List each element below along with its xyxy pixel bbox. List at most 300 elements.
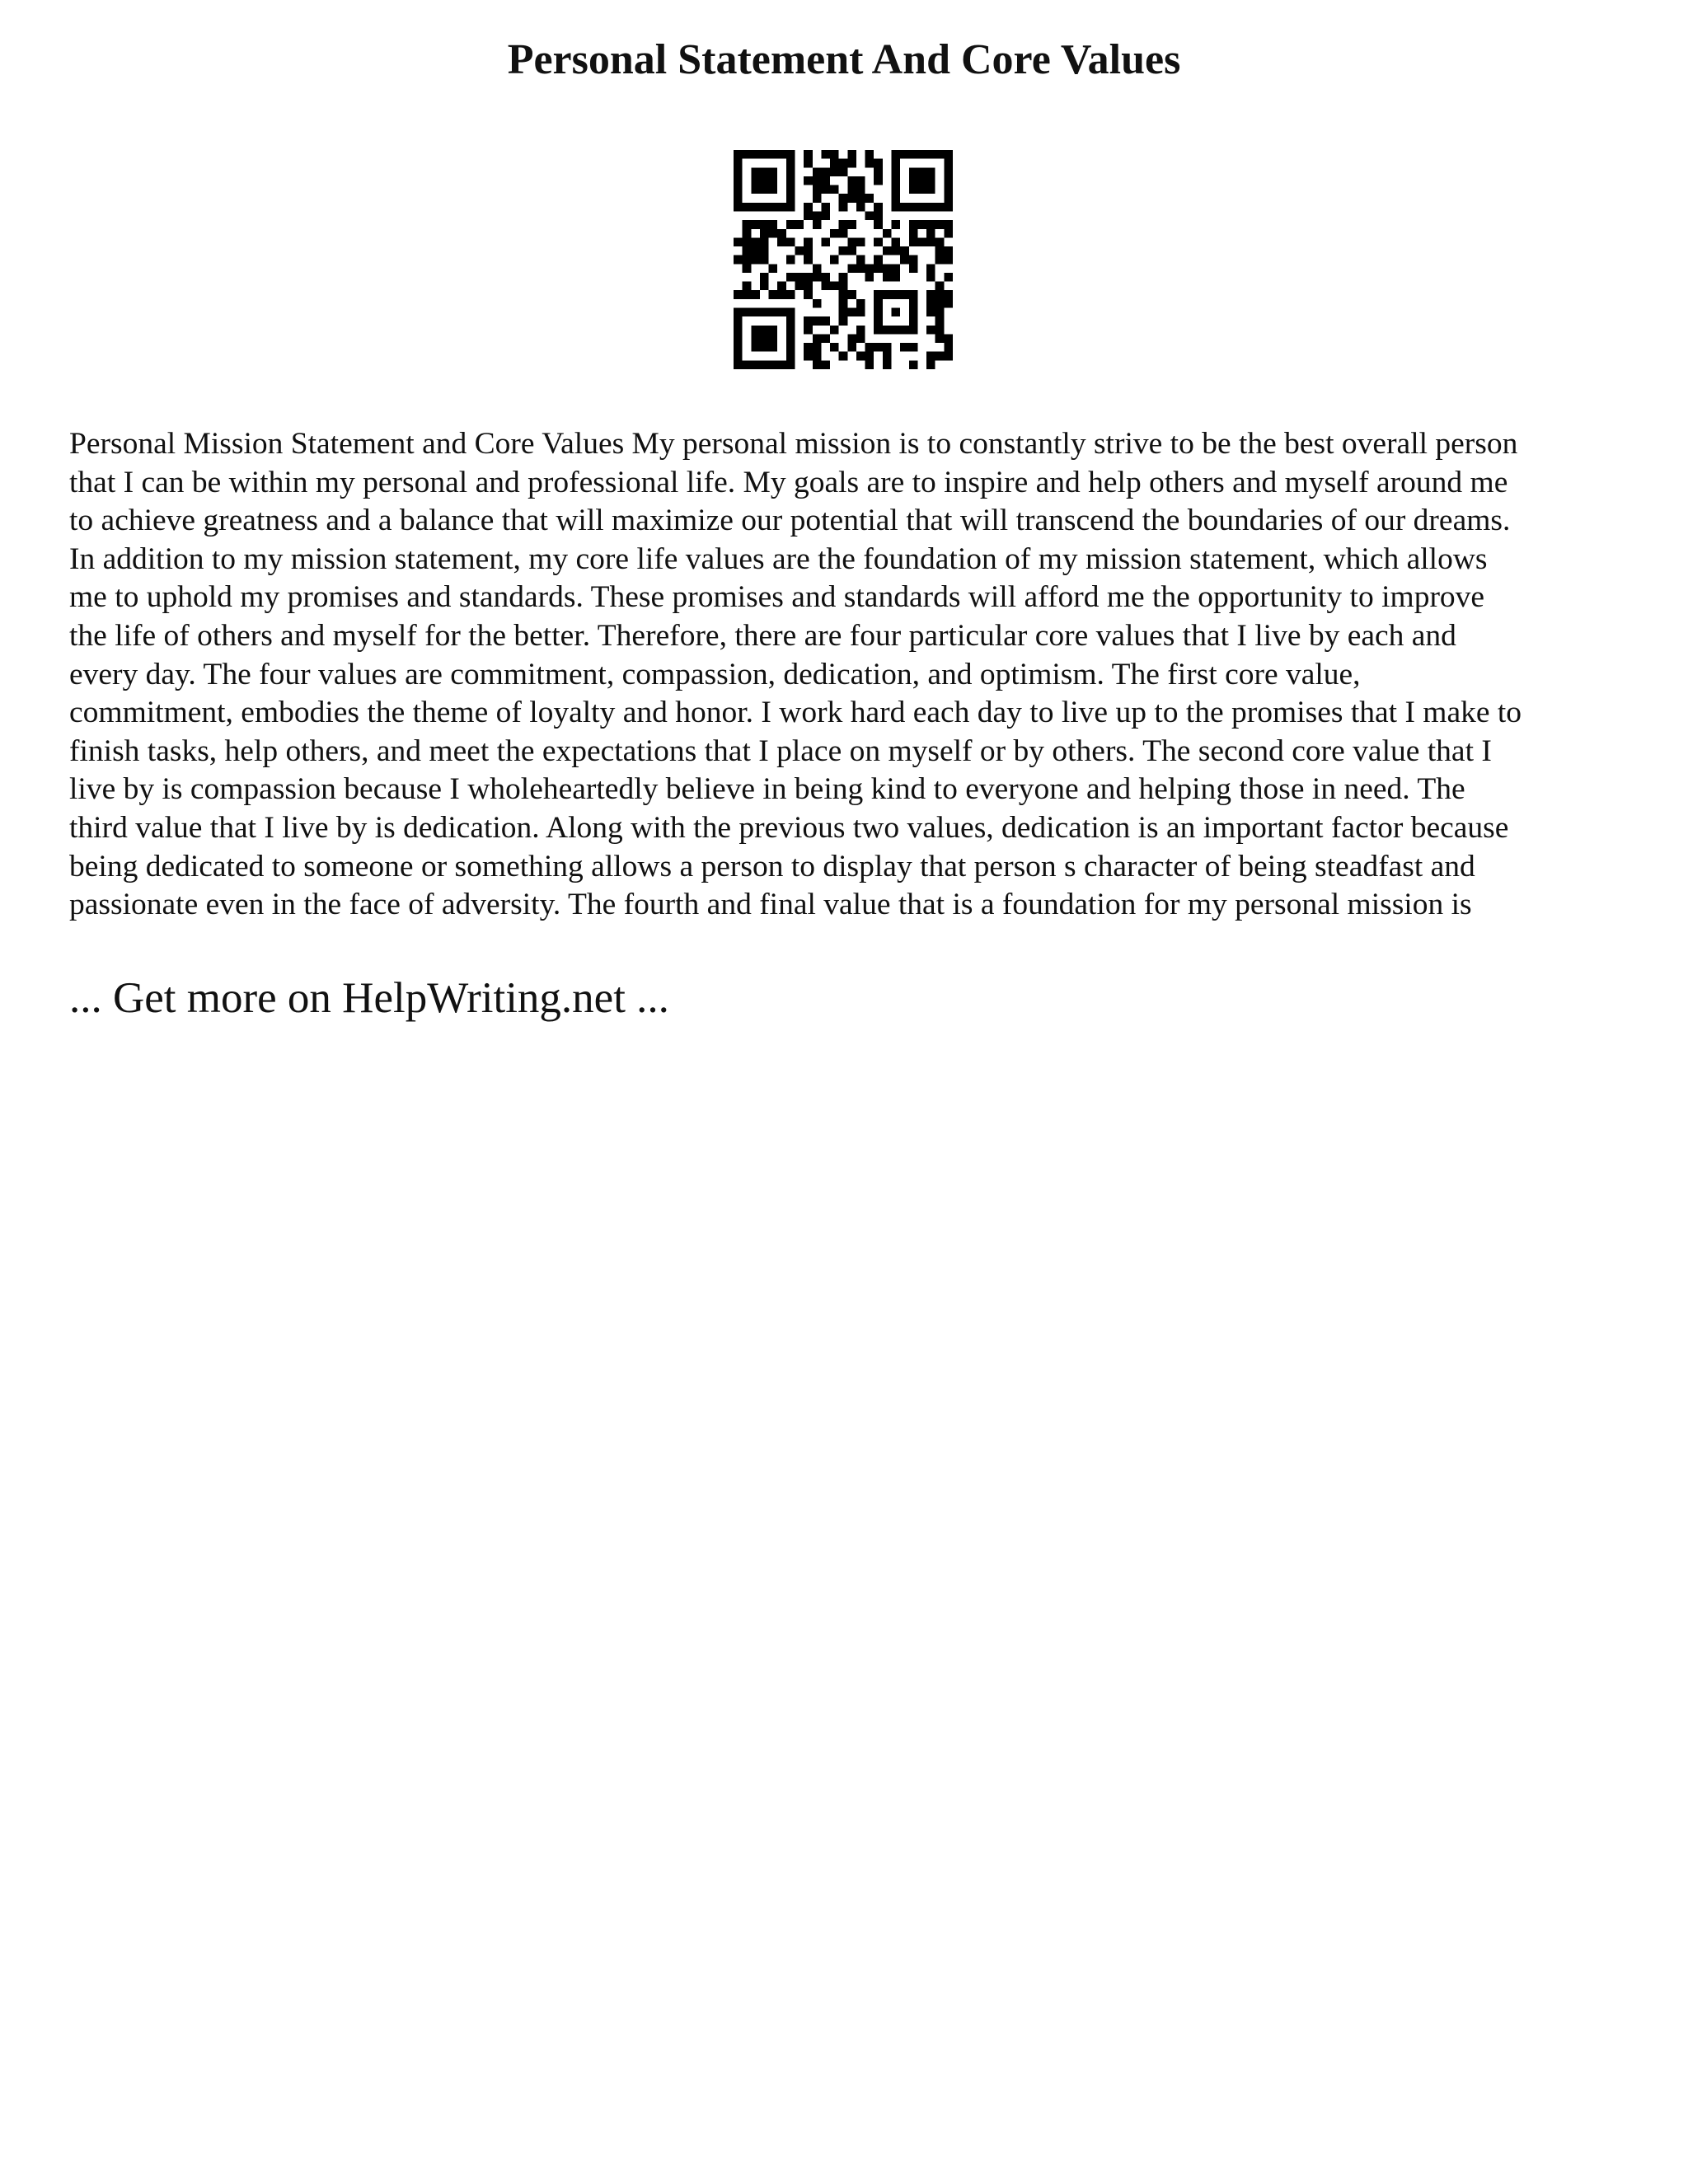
qr-module <box>786 185 795 194</box>
qr-module <box>734 343 743 352</box>
qr-module <box>847 343 856 352</box>
body-line: In addition to my mission statement, my core life values are the foundation of my mission statement, which allows <box>69 541 1488 576</box>
qr-module <box>874 237 883 246</box>
qr-module <box>839 229 848 238</box>
qr-module <box>909 237 918 246</box>
qr-module <box>769 264 778 273</box>
qr-module <box>892 290 901 299</box>
qr-module <box>760 220 769 229</box>
qr-module <box>769 185 778 194</box>
qr-module <box>909 203 918 212</box>
qr-module <box>935 326 945 335</box>
qr-module <box>743 237 752 246</box>
qr-module <box>847 290 856 299</box>
qr-module <box>795 220 804 229</box>
qr-module <box>865 150 874 159</box>
body-line: being dedicated to someone or something allows a person to display that person s character of being steadfast and <box>69 849 1475 883</box>
qr-module <box>926 176 935 185</box>
qr-module <box>892 167 901 176</box>
qr-module <box>777 308 786 317</box>
qr-module <box>900 255 909 265</box>
qr-module <box>847 246 856 255</box>
qr-module <box>900 150 909 159</box>
qr-module <box>926 326 935 335</box>
qr-module <box>804 352 813 361</box>
qr-module <box>751 150 760 159</box>
qr-module <box>917 237 926 246</box>
qr-module <box>909 229 918 238</box>
qr-module <box>865 194 874 203</box>
qr-module <box>900 326 909 335</box>
qr-module <box>909 326 918 335</box>
qr-module <box>944 167 953 176</box>
qr-module <box>926 352 935 361</box>
qr-module <box>769 290 778 299</box>
qr-module <box>865 273 874 282</box>
qr-module <box>909 176 918 185</box>
qr-module <box>883 229 892 238</box>
qr-module <box>777 229 786 238</box>
qr-module <box>900 203 909 212</box>
qr-module <box>786 176 795 185</box>
qr-module <box>734 326 743 335</box>
qr-module <box>821 150 830 159</box>
qr-module <box>944 229 953 238</box>
qr-module <box>839 282 848 291</box>
qr-module <box>786 334 795 343</box>
body-line: commitment, embodies the theme of loyalty and honor. I work hard each day to live up to the promises that I make to <box>69 696 1522 730</box>
qr-module <box>751 237 760 246</box>
qr-module <box>734 334 743 343</box>
qr-module <box>804 203 813 212</box>
qr-module <box>769 326 778 335</box>
qr-module <box>734 203 743 212</box>
qr-module <box>804 343 813 352</box>
qr-module <box>821 282 830 291</box>
qr-module <box>856 176 865 185</box>
qr-module <box>874 220 883 229</box>
qr-module <box>892 220 901 229</box>
qr-module <box>813 273 822 282</box>
qr-module <box>917 220 926 229</box>
qr-module <box>874 316 883 326</box>
qr-module <box>856 264 865 273</box>
qr-module <box>909 255 918 265</box>
qr-module <box>839 220 848 229</box>
qr-module <box>909 343 918 352</box>
qr-module <box>804 246 813 255</box>
qr-module <box>795 273 804 282</box>
qr-module <box>760 326 769 335</box>
qr-module <box>865 343 874 352</box>
qr-module <box>804 150 813 159</box>
qr-module <box>786 159 795 168</box>
qr-module <box>786 220 795 229</box>
qr-module <box>926 360 935 369</box>
qr-module <box>909 264 918 273</box>
qr-module <box>786 343 795 352</box>
qr-module <box>830 255 839 265</box>
qr-module <box>847 264 856 273</box>
qr-module <box>751 326 760 335</box>
qr-module <box>760 343 769 352</box>
qr-module <box>734 352 743 361</box>
qr-module <box>865 159 874 168</box>
qr-module <box>917 167 926 176</box>
qr-module <box>821 167 830 176</box>
body-line: every day. The four values are commitment, compassion, dedication, and optimism. The first core value, <box>69 657 1361 691</box>
qr-module <box>830 229 839 238</box>
qr-module <box>926 220 935 229</box>
qr-module <box>751 290 760 299</box>
qr-module <box>839 194 848 203</box>
qr-module <box>892 308 901 317</box>
qr-module <box>813 194 822 203</box>
qr-module <box>926 167 935 176</box>
qr-module <box>935 246 945 255</box>
qr-module <box>909 360 918 369</box>
qr-module <box>777 282 786 291</box>
qr-module <box>856 237 865 246</box>
qr-module <box>909 316 918 326</box>
qr-module <box>760 273 769 282</box>
qr-module <box>909 220 918 229</box>
qr-module <box>769 229 778 238</box>
qr-module <box>944 343 953 352</box>
qr-module <box>874 264 883 273</box>
qr-module <box>909 308 918 317</box>
body-line: third value that I live by is dedication. Along with the previous two values, dedication is an important factor because <box>69 810 1509 845</box>
qr-module <box>751 343 760 352</box>
qr-module <box>813 299 822 308</box>
qr-module <box>821 211 830 220</box>
qr-module <box>935 334 945 343</box>
qr-module <box>874 211 883 220</box>
qr-module <box>813 185 822 194</box>
qr-module <box>786 237 795 246</box>
qr-module <box>760 308 769 317</box>
qr-module <box>892 194 901 203</box>
qr-module <box>926 264 935 273</box>
qr-module <box>821 237 830 246</box>
qr-module <box>839 352 848 361</box>
get-more-link[interactable]: ... Get more on HelpWriting.net ... <box>69 974 669 1022</box>
qr-module <box>786 290 795 299</box>
qr-module <box>734 185 743 194</box>
qr-module <box>926 203 935 212</box>
qr-module <box>786 194 795 203</box>
qr-module <box>900 246 909 255</box>
qr-module <box>944 273 953 282</box>
qr-module <box>874 326 883 335</box>
body-line: that I can be within my personal and professional life. My goals are to inspire and help others and myself around me <box>69 465 1508 499</box>
qr-module <box>804 255 813 265</box>
qr-module <box>786 273 795 282</box>
qr-module <box>743 246 752 255</box>
qr-module <box>892 237 901 246</box>
qr-module <box>813 343 822 352</box>
qr-module <box>804 282 813 291</box>
qr-module <box>734 255 743 265</box>
qr-module <box>804 273 813 282</box>
qr-module <box>751 167 760 176</box>
qr-module <box>839 316 848 326</box>
qr-module <box>751 176 760 185</box>
qr-module <box>751 308 760 317</box>
qr-module <box>883 264 892 273</box>
qr-module <box>786 203 795 212</box>
qr-module <box>847 150 856 159</box>
qr-module <box>856 255 865 265</box>
qr-module <box>813 264 822 273</box>
qr-module <box>926 308 935 317</box>
qr-module <box>830 150 839 159</box>
qr-module <box>865 360 874 369</box>
qr-module <box>804 326 813 335</box>
qr-module <box>944 150 953 159</box>
qr-module <box>883 343 892 352</box>
qr-module <box>751 220 760 229</box>
qr-module <box>856 185 865 194</box>
qr-module <box>760 176 769 185</box>
qr-module <box>839 273 848 282</box>
qr-module <box>892 246 901 255</box>
qr-module <box>874 159 883 168</box>
qr-module <box>769 203 778 212</box>
qr-module <box>883 273 892 282</box>
qr-module <box>935 203 945 212</box>
page-title: Personal Statement And Core Values <box>507 36 1181 83</box>
qr-module <box>804 290 813 299</box>
qr-module <box>734 360 743 369</box>
qr-module <box>821 185 830 194</box>
qr-module <box>883 290 892 299</box>
qr-module <box>760 185 769 194</box>
qr-module <box>786 150 795 159</box>
qr-module <box>935 220 945 229</box>
qr-module <box>856 334 865 343</box>
qr-module <box>830 167 839 176</box>
qr-module <box>856 299 865 308</box>
qr-module <box>874 167 883 176</box>
qr-module <box>892 150 901 159</box>
qr-module <box>734 290 743 299</box>
qr-module <box>874 308 883 317</box>
qr-module <box>786 316 795 326</box>
qr-module <box>944 334 953 343</box>
qr-module <box>856 203 865 212</box>
qr-module <box>935 237 945 246</box>
qr-module <box>830 282 839 291</box>
qr-module <box>743 229 752 238</box>
qr-module <box>847 237 856 246</box>
qr-module <box>786 255 795 265</box>
qr-module <box>813 167 822 176</box>
qr-module <box>926 185 935 194</box>
body-line: live by is compassion because I wholeheartedly believe in being kind to everyone and helping those in need. The <box>69 772 1465 807</box>
qr-module <box>795 246 804 255</box>
qr-module <box>865 211 874 220</box>
qr-module <box>813 316 822 326</box>
qr-module <box>743 150 752 159</box>
qr-module <box>917 176 926 185</box>
qr-module <box>944 299 953 308</box>
qr-module <box>926 229 935 238</box>
qr-module <box>769 334 778 343</box>
qr-module <box>769 176 778 185</box>
qr-module <box>821 203 830 212</box>
qr-module <box>821 316 830 326</box>
qr-module <box>821 176 830 185</box>
body-line: to achieve greatness and a balance that will maximize our potential that will transcend the boundaries of our dreams. <box>69 504 1511 538</box>
qr-module <box>777 360 786 369</box>
qr-module <box>777 237 786 246</box>
qr-module <box>856 352 865 361</box>
qr-module <box>839 290 848 299</box>
qr-module <box>760 360 769 369</box>
qr-code-icon <box>734 150 953 369</box>
qr-module <box>786 326 795 335</box>
qr-module <box>839 159 848 168</box>
body-line: the life of others and myself for the better. Therefore, there are four particular core values that I live by each and <box>69 618 1456 653</box>
qr-module <box>769 308 778 317</box>
qr-module <box>760 282 769 291</box>
qr-module <box>892 159 901 168</box>
qr-module <box>743 203 752 212</box>
qr-module <box>813 220 822 229</box>
qr-module <box>917 203 926 212</box>
qr-module <box>874 176 883 185</box>
qr-module <box>874 343 883 352</box>
qr-module <box>847 220 856 229</box>
qr-module <box>743 308 752 317</box>
qr-module <box>892 185 901 194</box>
qr-module <box>883 352 892 361</box>
qr-module <box>743 290 752 299</box>
qr-module <box>917 150 926 159</box>
qr-module <box>839 203 848 212</box>
qr-module <box>944 352 953 361</box>
qr-module <box>944 255 953 265</box>
qr-module <box>892 203 901 212</box>
qr-module <box>743 282 752 291</box>
qr-module <box>821 360 830 369</box>
qr-module <box>743 255 752 265</box>
qr-module <box>821 334 830 343</box>
qr-module <box>847 159 856 168</box>
qr-module <box>830 326 839 335</box>
qr-module <box>856 308 865 317</box>
qr-module <box>830 159 839 168</box>
qr-module <box>909 290 918 299</box>
qr-module <box>804 176 813 185</box>
qr-module <box>944 194 953 203</box>
qr-module <box>874 255 883 265</box>
qr-module <box>935 316 945 326</box>
qr-module <box>813 176 822 185</box>
qr-module <box>909 150 918 159</box>
qr-module <box>751 246 760 255</box>
qr-module <box>883 360 892 369</box>
qr-module <box>874 203 883 212</box>
qr-module <box>760 255 769 265</box>
qr-module <box>865 264 874 273</box>
qr-module <box>786 167 795 176</box>
qr-module <box>743 264 752 273</box>
qr-module <box>944 203 953 212</box>
qr-module <box>909 167 918 176</box>
qr-module <box>839 308 848 317</box>
qr-module <box>769 220 778 229</box>
qr-module <box>847 194 856 203</box>
qr-module <box>917 185 926 194</box>
qr-module <box>944 176 953 185</box>
qr-module <box>786 352 795 361</box>
qr-module <box>760 246 769 255</box>
qr-module <box>734 167 743 176</box>
qr-module <box>909 299 918 308</box>
qr-module <box>935 150 945 159</box>
qr-module <box>847 176 856 185</box>
qr-module <box>830 343 839 352</box>
qr-module <box>847 334 856 343</box>
qr-module <box>734 159 743 168</box>
qr-module <box>892 176 901 185</box>
qr-module <box>795 282 804 291</box>
body-line: finish tasks, help others, and meet the expectations that I place on myself or by others. The second core value that I <box>69 733 1492 768</box>
qr-module <box>734 194 743 203</box>
qr-module <box>769 360 778 369</box>
qr-module <box>813 352 822 361</box>
qr-module <box>804 211 813 220</box>
qr-module <box>900 290 909 299</box>
qr-module <box>760 334 769 343</box>
qr-module <box>935 308 945 317</box>
qr-module <box>839 246 848 255</box>
qr-module <box>935 255 945 265</box>
qr-module <box>892 273 901 282</box>
qr-module <box>813 360 822 369</box>
body-line: passionate even in the face of adversity. The fourth and final value that is a foundation for my personal mission is <box>69 888 1472 922</box>
body-paragraph <box>69 425 1627 925</box>
qr-module <box>874 290 883 299</box>
qr-module <box>847 308 856 317</box>
qr-module <box>865 352 874 361</box>
qr-module <box>751 185 760 194</box>
qr-module <box>769 343 778 352</box>
qr-module <box>926 237 935 246</box>
qr-module <box>883 326 892 335</box>
qr-module <box>751 203 760 212</box>
body-line: me to uphold my promises and standards. These promises and standards will afford me the opportunity to improve <box>69 580 1485 615</box>
qr-module <box>777 290 786 299</box>
qr-module <box>804 316 813 326</box>
qr-module <box>847 185 856 194</box>
qr-module <box>944 159 953 168</box>
qr-module <box>760 150 769 159</box>
qr-module <box>892 326 901 335</box>
qr-module <box>734 316 743 326</box>
qr-module <box>892 264 901 273</box>
qr-module <box>751 360 760 369</box>
qr-module <box>883 246 892 255</box>
qr-module <box>734 176 743 185</box>
qr-module <box>926 150 935 159</box>
qr-module <box>935 282 945 291</box>
qr-module <box>760 203 769 212</box>
qr-module <box>769 150 778 159</box>
qr-module <box>909 185 918 194</box>
